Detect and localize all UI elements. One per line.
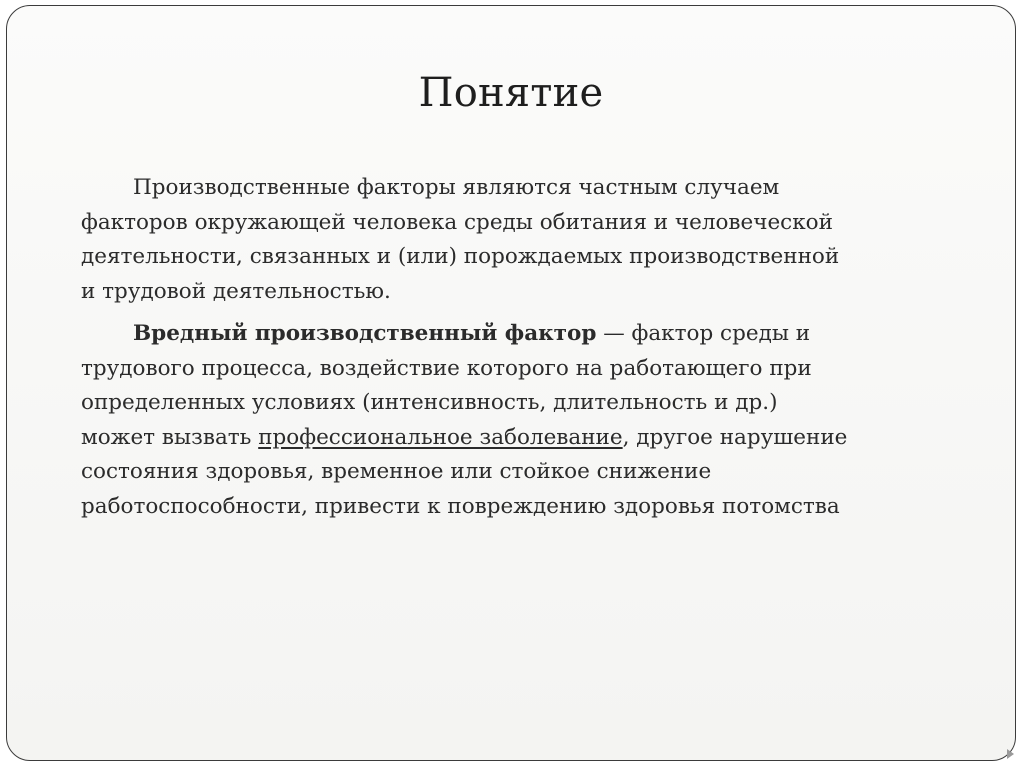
text-after-link: , другое нарушение — [622, 424, 848, 450]
paragraph-line: и трудовой деятельностью. — [81, 278, 391, 304]
paragraph-line — [81, 317, 971, 352]
text-before-link: может вызвать — [81, 424, 259, 450]
paragraph-harmful-factor — [81, 317, 971, 524]
paragraph-line: определенных условиях (интенсивность, длительность и др.) — [81, 390, 778, 415]
paragraph-line: деятельности, связанных и (или) порождаемых производственной — [81, 244, 840, 269]
paragraph-line: факторов окружающей человека среды обитания и человеческой — [81, 209, 833, 235]
term-harmful-factor: Вредный производственный фактор — [133, 321, 597, 346]
paragraph-line: состояния здоровья, временное или стойкое снижение — [81, 459, 712, 484]
paragraph-line: работоспособности, привести к повреждению здоровья потомства — [81, 493, 840, 519]
slide-title: Понятие — [418, 70, 604, 116]
term-definition-start: — фактор среды и — [596, 321, 811, 346]
slide-body — [81, 171, 971, 532]
slide-next-arrow-icon[interactable] — [1007, 749, 1014, 759]
slide — [6, 5, 1016, 761]
paragraph-definition — [81, 171, 971, 309]
paragraph-line: Производственные факторы являются частным случаем — [133, 175, 780, 200]
paragraph-line: трудового процесса, воздействие которого на работающего при — [81, 355, 812, 381]
occupational-disease-link[interactable]: профессиональное заболевание — [258, 424, 623, 450]
paragraph-line — [81, 421, 971, 456]
